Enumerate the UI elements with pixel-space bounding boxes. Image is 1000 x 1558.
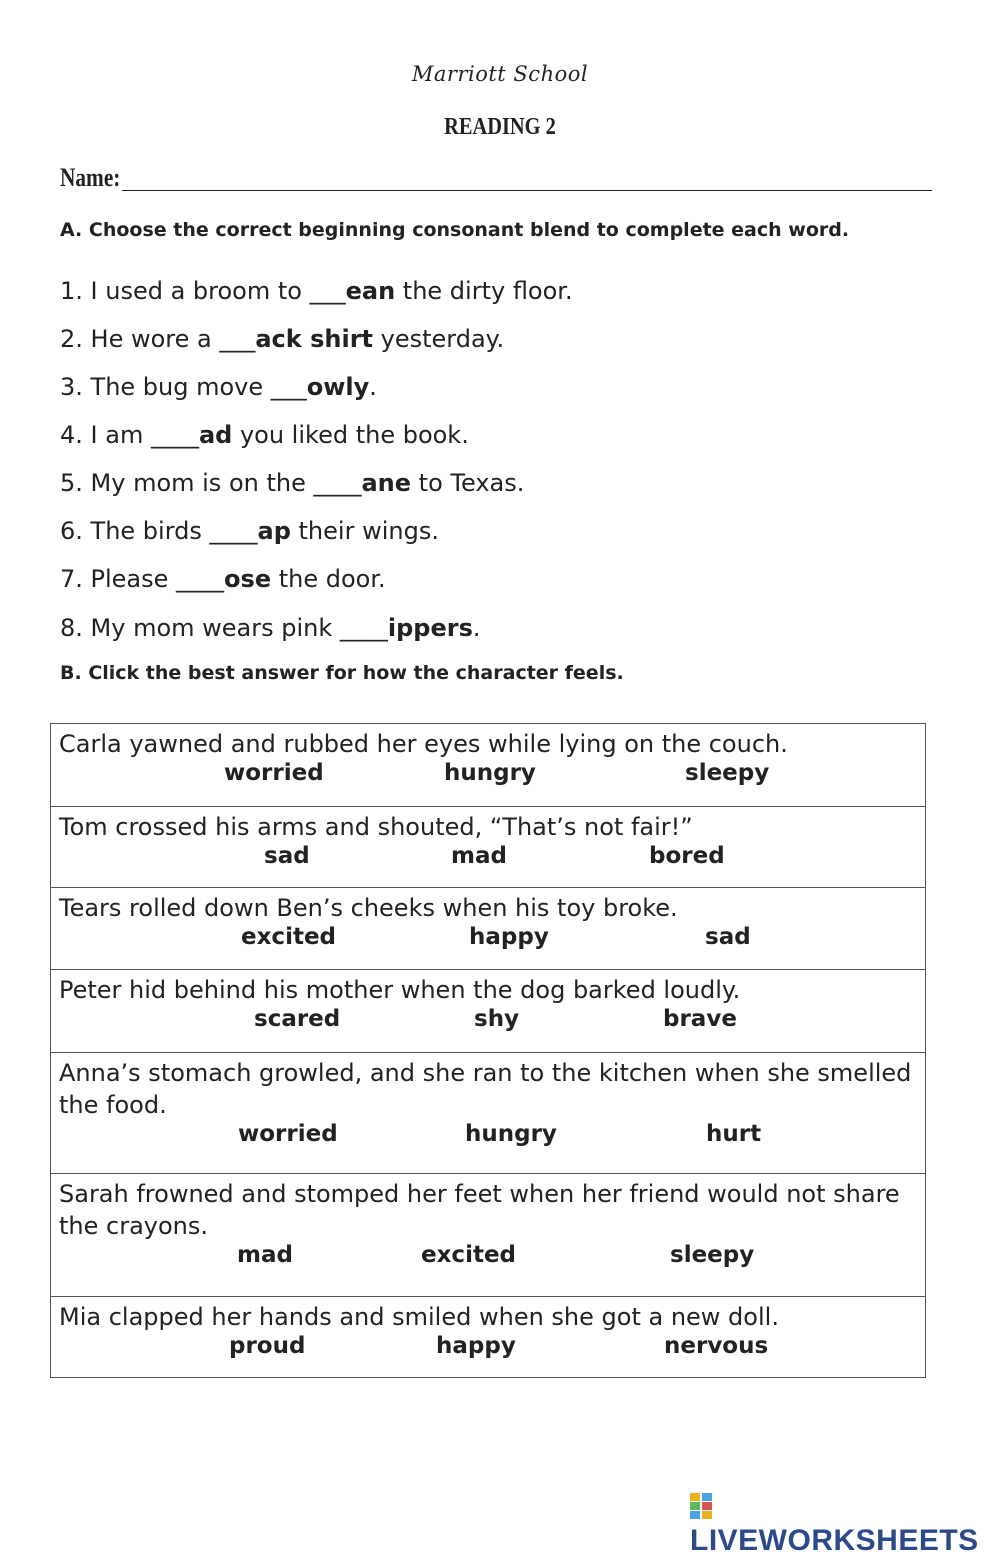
- answer-choices: [59, 843, 925, 875]
- answer-choice[interactable]: hurt: [706, 1121, 762, 1147]
- question-word-ending: ap: [257, 517, 291, 545]
- question-item: [60, 373, 377, 401]
- question-text-end: their wings.: [290, 517, 439, 545]
- feelings-row: [51, 1174, 925, 1297]
- question-item: [60, 614, 481, 642]
- answer-choice[interactable]: happy: [436, 1333, 516, 1359]
- answer-choice[interactable]: sleepy: [670, 1242, 755, 1268]
- question-word-ending: ack shirt: [255, 325, 374, 353]
- question-text: 4. I am ____: [60, 421, 199, 449]
- liveworksheets-logo-icon: [690, 1493, 712, 1519]
- answer-choice[interactable]: hungry: [444, 760, 536, 786]
- question-word-ending: ippers: [387, 614, 473, 642]
- question-item: [60, 421, 469, 449]
- question-text-end: .: [369, 373, 377, 401]
- feelings-row: [51, 724, 925, 807]
- question-word-ending: owly: [306, 373, 370, 401]
- question-text: 1. I used a broom to ___: [60, 277, 346, 305]
- answer-choices: [59, 760, 925, 792]
- answer-choice[interactable]: sleepy: [685, 760, 770, 786]
- scene-text: Sarah frowned and stomped her feet when her friend would not share the crayons.: [59, 1180, 900, 1240]
- answer-choice[interactable]: bored: [649, 843, 725, 869]
- question-text: 3. The bug move ___: [60, 373, 307, 401]
- answer-choice[interactable]: shy: [474, 1006, 520, 1032]
- scene-text: Tears rolled down Ben’s cheeks when his toy broke.: [59, 894, 678, 922]
- answer-choice[interactable]: sad: [705, 924, 751, 950]
- scene-text: Anna’s stomach growled, and she ran to the kitchen when she smelled the food.: [59, 1059, 912, 1119]
- feelings-table: [50, 723, 926, 1378]
- answer-choices: [59, 1121, 925, 1153]
- question-item: [60, 469, 524, 497]
- answer-choice[interactable]: worried: [224, 760, 324, 786]
- question-item: [60, 277, 573, 305]
- question-text: 6. The birds ____: [60, 517, 258, 545]
- question-text: 8. My mom wears pink ____: [60, 614, 388, 642]
- feelings-row: [51, 1053, 925, 1174]
- question-text-end: the door.: [271, 565, 386, 593]
- question-word-ending: ad: [198, 421, 233, 449]
- footer-brand: [690, 1490, 1000, 1558]
- question-text-end: to Texas.: [411, 469, 525, 497]
- scene-text: Peter hid behind his mother when the dog barked loudly.: [59, 976, 741, 1004]
- school-name: Marriott School: [411, 62, 589, 86]
- question-word-ending: ose: [224, 565, 272, 593]
- feelings-row: [51, 970, 925, 1053]
- worksheet-title: READING 2: [444, 114, 556, 140]
- answer-choice[interactable]: excited: [241, 924, 337, 950]
- answer-choices: [59, 1242, 925, 1274]
- answer-choice[interactable]: scared: [254, 1006, 341, 1032]
- question-item: [60, 517, 439, 545]
- question-word-ending: ean: [345, 277, 396, 305]
- question-text-end: yesterday.: [373, 325, 505, 353]
- question-text-end: .: [472, 614, 481, 642]
- answer-choice[interactable]: nervous: [664, 1333, 769, 1359]
- scene-text: Mia clapped her hands and smiled when she got a new doll.: [59, 1303, 779, 1331]
- question-item: [60, 325, 504, 353]
- answer-choice[interactable]: worried: [238, 1121, 338, 1147]
- answer-choice[interactable]: sad: [264, 843, 310, 869]
- feelings-row: [51, 807, 925, 888]
- feelings-row: [51, 1297, 925, 1378]
- scene-text: Tom crossed his arms and shouted, “That’s not fair!”: [59, 813, 693, 841]
- question-word-ending: ane: [361, 469, 412, 497]
- scene-text: Carla yawned and rubbed her eyes while lying on the couch.: [59, 730, 788, 758]
- answer-choice[interactable]: brave: [663, 1006, 737, 1032]
- section-b-instruction: B. Click the best answer for how the character feels.: [60, 662, 624, 684]
- question-text: 2. He wore a ___: [60, 325, 256, 353]
- answer-choice[interactable]: mad: [237, 1242, 293, 1268]
- feelings-row: [51, 888, 925, 970]
- answer-choice[interactable]: proud: [229, 1333, 306, 1359]
- answer-choices: [59, 1333, 925, 1365]
- answer-choice[interactable]: mad: [451, 843, 507, 869]
- question-text: 7. Please ____: [60, 565, 225, 593]
- name-input-line[interactable]: [122, 190, 932, 191]
- section-a-instruction: A. Choose the correct beginning consonant blend to complete each word.: [60, 219, 850, 241]
- question-text: 5. My mom is on the ____: [60, 469, 362, 497]
- name-row: [60, 163, 932, 193]
- question-item: [60, 565, 386, 593]
- question-text-end: you liked the book.: [232, 421, 469, 449]
- answer-choices: [59, 1006, 925, 1038]
- question-text-end: the dirty floor.: [395, 277, 573, 305]
- answer-choice[interactable]: excited: [421, 1242, 517, 1268]
- footer-brand-text: LIVEWORKSHEETS: [690, 1524, 979, 1557]
- answer-choice[interactable]: happy: [469, 924, 549, 950]
- answer-choices: [59, 924, 925, 956]
- answer-choice[interactable]: hungry: [465, 1121, 557, 1147]
- name-label: Name:: [60, 163, 121, 192]
